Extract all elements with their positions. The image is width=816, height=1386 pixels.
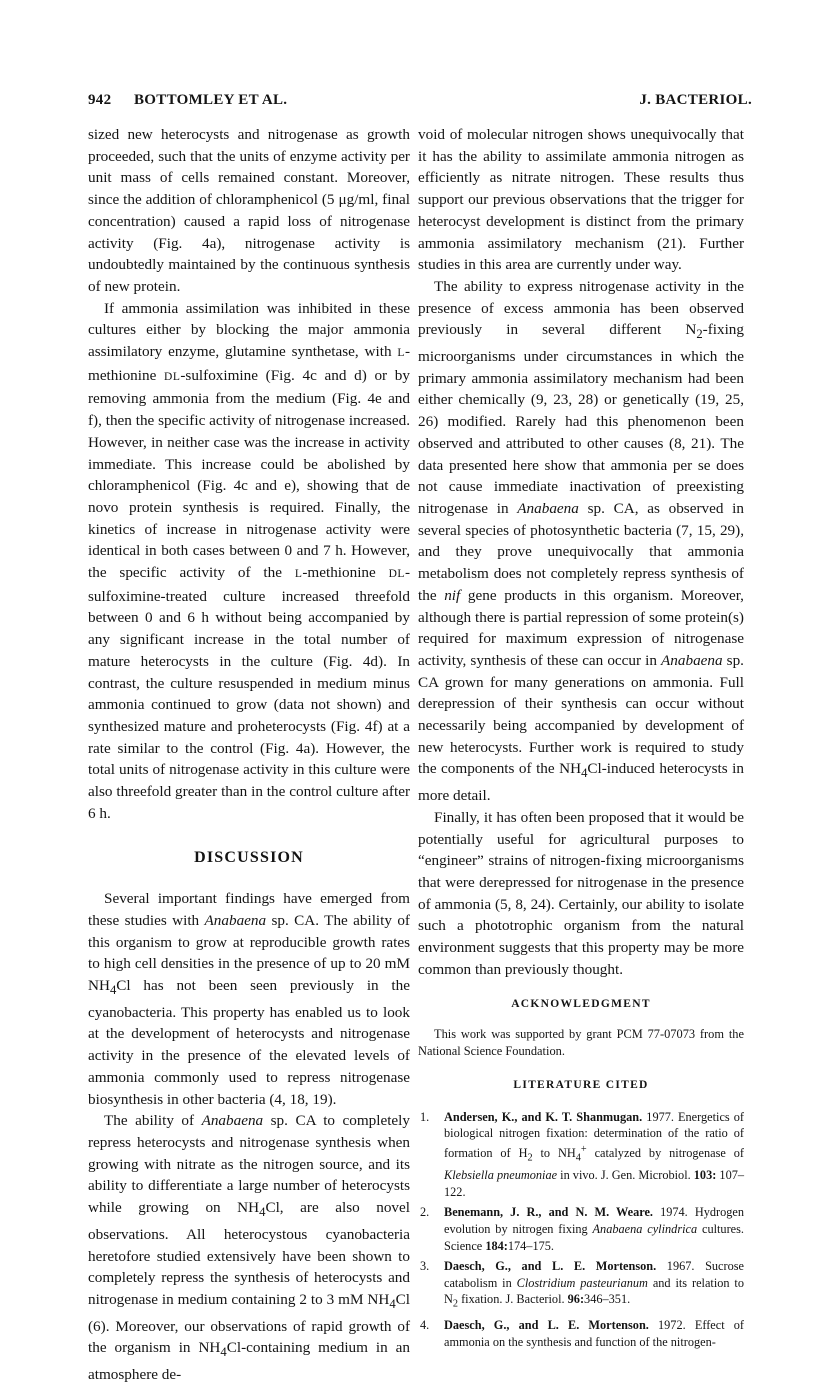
discussion-heading: DISCUSSION — [194, 848, 304, 866]
reference-item: 3. Daesch, G., and L. E. Mortenson. 1967. Sucrose catabolism in Clostridium pasteurianum and its relation to $N_2$ fixation. J. Bacteriol. 96:346–351. — [420, 1259, 745, 1310]
paragraph-engineer-strains: Finally, it has often been proposed that it would be potentially useful for agricultural purposes to “engineer” strains of nitrogen-fixing microorganisms that were derepressed for nitrogenase in the presence of ammonia (5, 8, 24). Certainly, our ability to isolate such a phototrophic organism from the natural environment suggests that this property may be more common than previously thought. — [418, 808, 744, 978]
paragraph-excess-ammonia: The ability to express nitrogenase activity in the presence of excess ammonia has been observed previously in several different $N_2$-fixing microorganisms under circumstances in which the primary ammonia assimilatory mechanism had been either chemically (9, 23, 28) or genetically (19, 25, 26) modified. Rarely had this phenomenon been observed and attributed to other causes (8, 21). The data presented here show that ammonia per se does not cause immediate inactivation of preexisting nitrogenase in Anabaena sp. CA, as observed in several species of photosynthetic bacteria (7, 15, 29), and they prove unequivocally that ammonia metabolism does not completely repress synthesis of the nif gene products in this organism. Moreover, although there is partial repression of some protein(s) required for maximum expression of nitrogenase activity, synthesis of these can occur in Anabaena sp. CA grown for many generations on ammonia. Full derepression of their synthesis can occur without necessarily being accompanied by development of new heterocysts. Further work is required to study the components of the $NH_4Cl$-induced heterocysts in more detail. — [418, 277, 744, 805]
journal-name: J. BACTERIOL. — [639, 92, 752, 108]
running-authors: BOTTOMLEY ET AL. — [134, 92, 288, 108]
paragraph-continued: sized new heterocysts and nitrogenase as growth proceeded, such that the units of enzyme activity per unit mass of cells remained constant. Moreover, since the addition of chloramphenicol (5 μg/ml, final concentration) caused a rapid loss of nitrogenase activity (Fig. 4a), nitrogenase activity is undoubtedly maintained by the continuous synthesis of new protein. — [88, 126, 410, 295]
acknowledgment-text: This work was supported by grant PCM 77-07073 from the National Science Foundation. — [418, 1027, 744, 1058]
literature-cited-heading: LITERATURE CITED — [513, 1079, 649, 1092]
paragraph-repression: The ability of Anabaena sp. CA to completely repress heterocysts and nitrogenase synthesis when growing with nitrate as the nitrogen source, and its ability to differentiate a large number of heterocysts while growing on $NH_4Cl$, are also novel observations. All heterocystous cyanobacteria heretofore studied extensively have been shown to completely repress the synthesis of heterocysts and nitrogenase in medium containing 2 to 3 mM $NH_4Cl$ (6). Moreover, our observations of rapid growth of the organism in $NH_4Cl$-containing medium in an atmosphere de- — [88, 1112, 410, 1384]
paragraph-findings: Several important findings have emerged from these studies with Anabaena sp. CA. The ability of this organism to grow at reproducible growth rates to high cell densities in the presence of up to 20 mM $NH_4Cl$ has not been seen previously in the cyanobacteria. This property has enabled us to look at the development of heterocysts and nitrogenase activity in the presence of the elevated levels of ammonia commonly used to repress nitrogenase biosynthesis in other bacteria (4, 18, 19). — [88, 890, 410, 1108]
right-column — [418, 124, 744, 1355]
left-column — [88, 124, 410, 1386]
paragraph-molecular-nitrogen: void of molecular nitrogen shows unequivocally that it has the ability to assimilate ammonia nitrogen as efficiently as nitrate nitrogen. These results thus support our previous observations that the trigger for heterocyst development is distinct from the primary ammonia assimilatory mechanism (21). Further studies in this area are currently under way. — [418, 126, 744, 274]
reference-item: 1. Andersen, K., and K. T. Shanmugan. 1977. Energetics of biological nitrogen fixation: determination of the ratio of formation of $H_2$ to $NH_4^+$ catalyzed by nitrogenase of Klebsiella pneumoniae in vivo. J. Gen. Microbiol. 103: 107–122. — [420, 1109, 745, 1199]
paragraph-ammonia-assimilation: If ammonia assimilation was inhibited in these cultures either by blocking the major ammonia assimilatory enzyme, glutamine synthetase, with L-methionine DL-sulfoximine (Fig. 4c and d) or by removing ammonia from the medium (Fig. 4e and f), then the specific activity of nitrogenase increased. However, in neither case was the increase in activity immediate. This increase could be abolished by chloramphenicol (Fig. 4c and e), showing that de novo protein synthesis is required. Finally, the kinetics of increase in nitrogenase activity were identical in both cases between 0 and 7 h. However, the specific activity of the L-methionine DL-sulfoximine-treated culture increased threefold between 0 and 6 h without being accompanied by any significant increase in the total number of mature heterocysts in the culture (Fig. 4d). In contrast, the culture resuspended in medium minus ammonia continued to grow (data not shown) and synthesized mature and proheterocysts (Fig. 4f) at a rate similar to the control (Fig. 4a). However, the total units of nitrogenase activity in this culture were also threefold greater than in the control culture after 6 h. — [88, 299, 411, 822]
reference-item: 2. Benemann, J. R., and N. M. Weare. 1974. Hydrogen evolution by nitrogen fixing Anabaena cylindrica cultures. Science 184:174–175. — [420, 1205, 744, 1253]
acknowledgment-heading: ACKNOWLEDGMENT — [511, 998, 651, 1011]
running-header — [88, 92, 752, 116]
page-number: 942 — [88, 92, 112, 108]
reference-list — [418, 1109, 744, 1351]
reference-item: 4. Daesch, G., and L. E. Mortenson. 1972. Effect of ammonia on the synthesis and function of the nitrogen- — [420, 1318, 745, 1350]
